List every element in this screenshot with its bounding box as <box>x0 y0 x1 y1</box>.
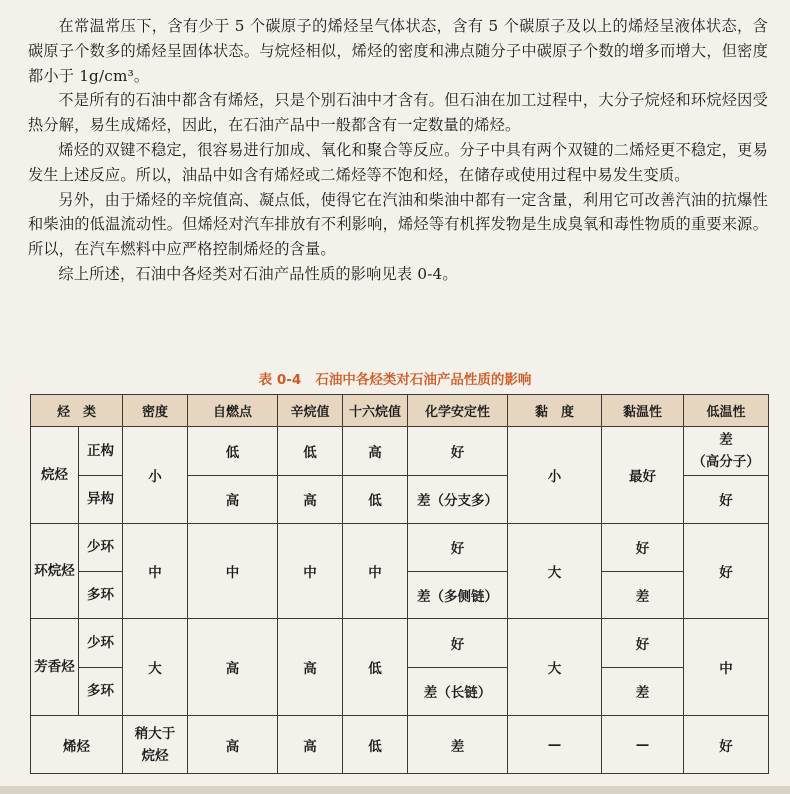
table-number: 表 0-4 <box>258 372 302 388</box>
cell: — <box>602 716 684 774</box>
group-aromatic: 芳香烃 <box>31 619 79 716</box>
group-cycloalkane: 环烷烃 <box>31 524 79 619</box>
table-header-row <box>31 395 769 427</box>
cell: 差 <box>602 571 684 619</box>
cell: 高 <box>188 716 278 774</box>
aromatic-octane: 高 <box>278 619 343 716</box>
subtype-few-rings: 少环 <box>79 619 123 668</box>
page-bottom-edge <box>0 786 790 794</box>
cell: 高 <box>278 716 343 774</box>
cell: 低 <box>343 475 408 524</box>
cell: 差（长链） <box>408 667 508 716</box>
header-viscosity: 黏 度 <box>508 395 602 427</box>
group-alkane: 烷烃 <box>31 427 79 524</box>
subtype-many-rings: 多环 <box>79 667 123 716</box>
table-caption <box>0 368 790 388</box>
cell: — <box>508 716 602 774</box>
cycloalkane-low-temp: 好 <box>684 524 769 619</box>
cycloalkane-density: 中 <box>123 524 188 619</box>
subtype-normal: 正构 <box>79 427 123 476</box>
paragraph-1: 在常温常压下，含有少于 5 个碳原子的烯烃呈气体状态，含有 5 个碳原子及以上的烯烃呈液体状态，含碳原子个数多的烯烃呈固体状态。与烷烃相似，烯烃的密度和沸点随分子中碳原子个数的增多而增大，但密度都小于 1g/cm³。 <box>28 17 768 85</box>
body-text <box>28 14 768 287</box>
header-chemical-stability: 化学安定性 <box>408 395 508 427</box>
cell: 好 <box>408 619 508 668</box>
aromatic-density: 大 <box>123 619 188 716</box>
header-density: 密度 <box>123 395 188 427</box>
cell: 高 <box>343 427 408 476</box>
cycloalkane-viscosity: 大 <box>508 524 602 619</box>
cell: 差（多侧链） <box>408 571 508 619</box>
aromatic-autoignition: 高 <box>188 619 278 716</box>
table-row <box>31 524 769 572</box>
aromatic-viscosity: 大 <box>508 619 602 716</box>
table-title: 石油中各烃类对石油产品性质的影响 <box>315 372 532 388</box>
header-viscosity-temperature: 黏温性 <box>602 395 684 427</box>
table-row <box>31 619 769 668</box>
table-row <box>31 716 769 774</box>
cycloalkane-octane: 中 <box>278 524 343 619</box>
group-alkene: 烯烃 <box>31 716 123 774</box>
paragraph-4: 另外，由于烯烃的辛烷值高、凝点低，使得它在汽油和柴油中都有一定含量，利用它可改善汽油的抗爆性和柴油的低温流动性。但烯烃对汽车排放有不利影响，烯烃等有机挥发物是生成臭氧和毒性物质的重要来源。所以，在汽车燃料中应严格控制烯烃的含量。 <box>28 190 768 259</box>
cell: 好 <box>602 619 684 668</box>
cell: 好 <box>408 524 508 572</box>
cycloalkane-autoignition: 中 <box>188 524 278 619</box>
subtype-many-rings: 多环 <box>79 571 123 619</box>
alkane-viscosity-temp: 最好 <box>602 427 684 524</box>
cell: 高 <box>278 475 343 524</box>
alkane-viscosity: 小 <box>508 427 602 524</box>
subtype-iso: 异构 <box>79 475 123 524</box>
header-octane: 辛烷值 <box>278 395 343 427</box>
cycloalkane-cetane: 中 <box>343 524 408 619</box>
cell: 低 <box>343 716 408 774</box>
cell-line: 烷烃 <box>141 747 169 764</box>
cell <box>123 716 188 774</box>
cell: 好 <box>602 524 684 572</box>
hydrocarbon-properties-table <box>30 394 769 774</box>
table-row <box>31 427 769 476</box>
subtype-few-rings: 少环 <box>79 524 123 572</box>
cell: 好 <box>408 427 508 476</box>
paragraph-2: 不是所有的石油中都含有烯烃，只是个别石油中才含有。但石油在加工过程中，大分子烷烃和环烷烃因受热分解，易生成烯烃，因此，在石油产品中一般都含有一定数量的烯烃。 <box>28 91 768 135</box>
cell: 差（分支多） <box>408 475 508 524</box>
cell: 好 <box>684 475 769 524</box>
aromatic-low-temp: 中 <box>684 619 769 716</box>
paragraph-3: 烯烃的双键不稳定，很容易进行加成、氧化和聚合等反应。分子中具有两个双键的二烯烃更不稳定，更易发生上述反应。所以，油品中如含有烯烃或二烯烃等不饱和烃，在储存或使用过程中易发生变质。 <box>28 140 768 184</box>
cell: 高 <box>188 475 278 524</box>
header-cetane: 十六烷值 <box>343 395 408 427</box>
cell-line: 差 <box>719 431 733 448</box>
cell: 好 <box>684 716 769 774</box>
cell: 低 <box>188 427 278 476</box>
header-autoignition: 自燃点 <box>188 395 278 427</box>
cell: 低 <box>278 427 343 476</box>
cell-line: 稍大于 <box>134 725 176 742</box>
cell: 差 <box>408 716 508 774</box>
cell: 差 <box>602 667 684 716</box>
cell-note: （高分子） <box>692 453 760 470</box>
aromatic-cetane: 低 <box>343 619 408 716</box>
header-type: 烃 类 <box>31 395 123 427</box>
paragraph-5: 综上所述，石油中各烃类对石油产品性质的影响见表 0-4。 <box>58 264 458 283</box>
alkane-density: 小 <box>123 427 188 524</box>
header-low-temperature: 低温性 <box>684 395 769 427</box>
cell <box>684 427 769 476</box>
